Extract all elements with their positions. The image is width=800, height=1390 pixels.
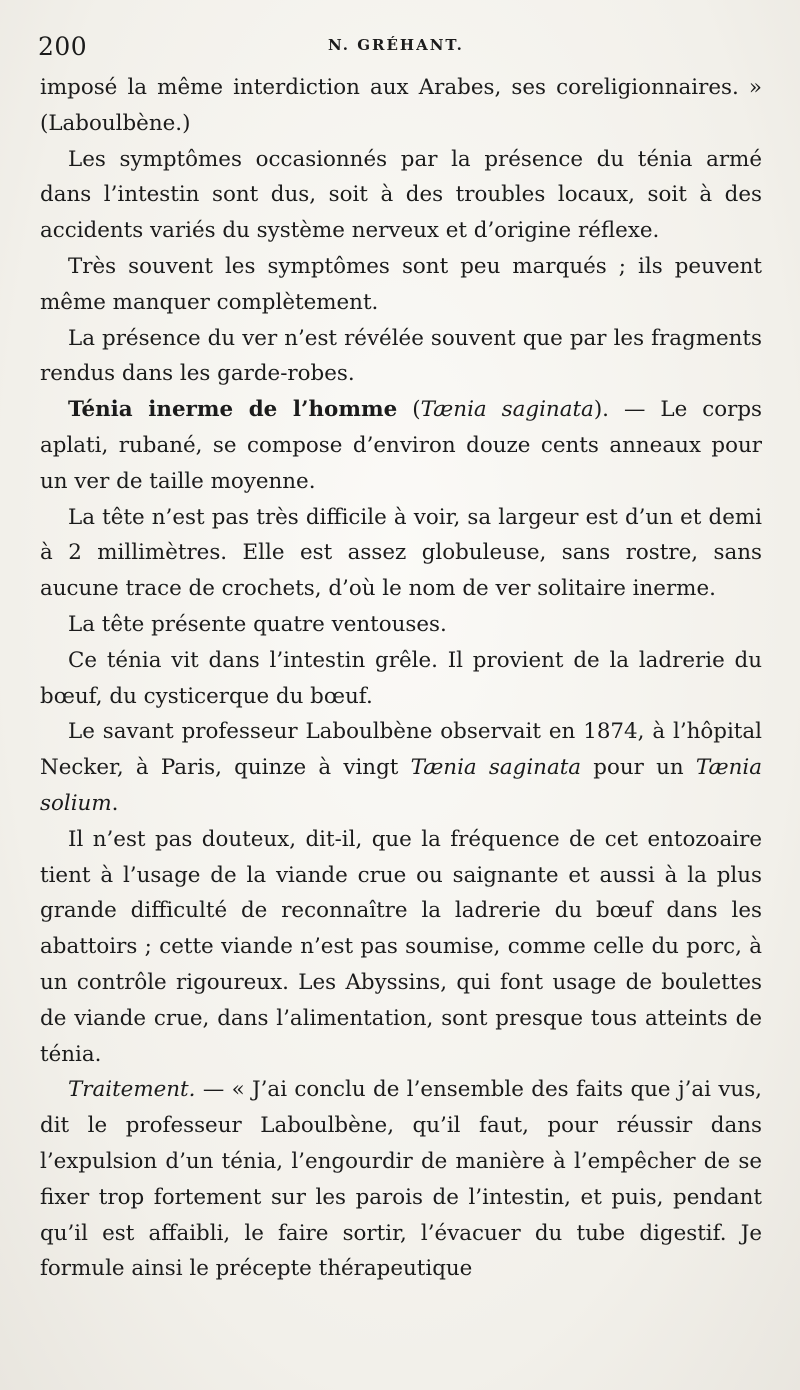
paragraph-8: Ce ténia vit dans l’intestin grêle. Il provient de la ladrerie du bœuf, du cysticerque du bœuf. (40, 647, 762, 709)
paragraph-9: Le savant professeur Laboulbène observait en 1874, à l’hôpital Necker, à Paris, quinze à vingt Tænia saginata pour un Tænia solium. (40, 719, 762, 816)
page-number: 200 (38, 32, 88, 61)
paragraph-10: Il n’est pas douteux, dit-il, que la fréquence de cet entozoaire tient à l’usage de la viande crue ou saignante et aussi à la plus grande difficulté de reconnaître la ladrerie du bœuf dans les abattoirs ; cette viande n’est pas soumise, comme celle du porc, à un contrôle rigoureux. Les Abyssins, qui font usage de boulettes de viande crue, dans l’alimentation, sont presque tous atteints de ténia. (40, 826, 762, 1067)
paragraph-3: Très souvent les symptômes sont peu marqués ; ils peuvent même manquer complètement. (40, 253, 762, 315)
paragraph-1: imposé la même interdiction aux Arabes, ses coreligionnaires. » (Laboulbène.) (40, 75, 762, 136)
latin-name: Tænia saginata (420, 397, 594, 423)
paragraph-2: Les symptômes occasionnés par la présence du ténia armé dans l’intestin sont dus, soit à des troubles locaux, soit à des accidents variés du système nerveux et d’origine réflexe. (40, 146, 762, 244)
paragraph-4: La présence du ver n’est révélée souvent que par les fragments rendus dans les garde-robes. (40, 325, 762, 387)
section-heading: Ténia inerme de l’homme (68, 397, 398, 423)
section-lead: Traitement. (68, 1077, 196, 1103)
body-text (40, 70, 762, 1287)
paragraph-5: Ténia inerme de l’homme (Tænia saginata). — Le corps aplati, rubané, se compose d’environ douze cents anneaux pour un ver de taille moyenne. (40, 397, 762, 494)
latin-name: Tænia saginata (410, 755, 582, 781)
running-head: N. GRÉHANT. (328, 36, 464, 54)
paragraph-7: La tête présente quatre ventouses. (68, 611, 447, 637)
page-header (38, 30, 760, 70)
paragraph-6: La tête n’est pas très difficile à voir, sa largeur est d’un et demi à 2 millimètres. Elle est assez globuleuse, sans rostre, sans aucune trace de crochets, d’où le nom de ver solitaire inerme. (40, 504, 762, 602)
latin-name: Tænia solium (40, 755, 762, 816)
paragraph-11: Traitement. — « J’ai conclu de l’ensemble des faits que j’ai vus, dit le professeur Laboulbène, qu’il faut, pour réussir dans l’expulsion d’un ténia, l’engourdir de manière à l’empêcher de se fixer trop fortement sur les parois de l’intestin, et puis, pendant qu’il est affaibli, le faire sortir, l’évacuer du tube digestif. Je formule ainsi le précepte thérapeutique (40, 1077, 762, 1282)
